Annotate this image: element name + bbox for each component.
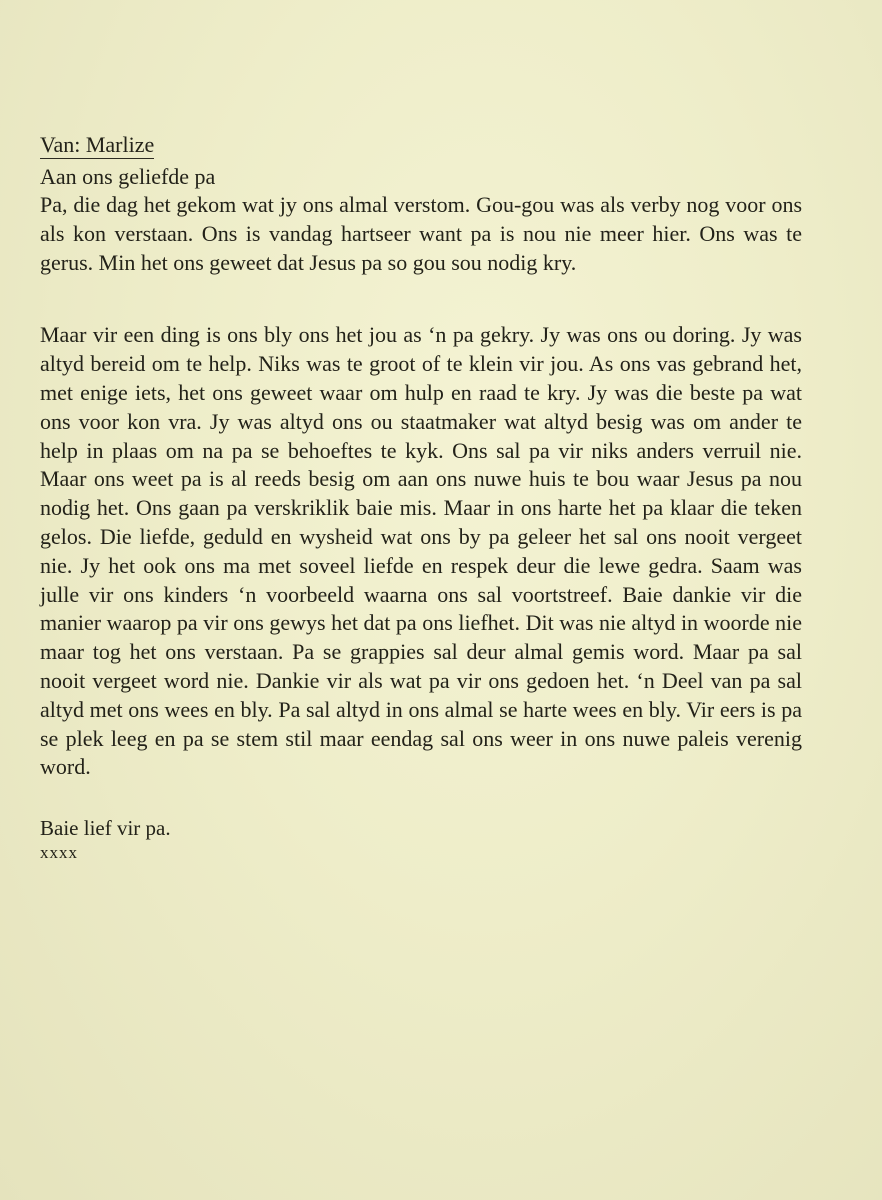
letter-from: Van: Marlize [40, 132, 155, 157]
letter-signoff: Baie lief vir pa. [40, 816, 171, 841]
letter-paragraph-1: Pa, die dag het gekom wat jy ons almal verstom. Gou-gou was als verby nog voor ons als kon verstaan. Ons is vandag hartseer want pa is nou nie meer hier. Ons was te gerus. Min het ons geweet dat Jesus pa so gou sou nodig kry. [40, 192, 802, 275]
letter-kisses: xxxx [40, 843, 78, 863]
paragraph-gap [40, 782, 812, 814]
paragraph-gap [40, 277, 812, 321]
letter-paragraph-2: Maar vir een ding is ons bly ons het jou as ‘n pa gekry. Jy was ons ou doring. Jy was altyd bereid om te help. Niks was te groot of te klein vir jou. As ons vas gebrand het, met enige iets, het ons geweet waar om hulp en raad te kry. Jy was die beste pa wat ons voor kon vra. Jy was altyd ons ou staatmaker wat altyd besig was om ander te help in plaas om na pa se behoeftes te kyk. Ons sal pa vir niks anders verruil nie. Maar ons weet pa is al reeds besig om aan ons nuwe huis te bou waar Jesus pa nou nodig het. Ons gaan pa verskriklik baie mis. Maar in ons harte het pa klaar die teken gelos. Die liefde, geduld en wysheid wat ons by pa geleer het sal ons nooit vergeet nie. Jy het ook ons ma met soveel liefde en respek deur die lewe gedra. Saam was julle vir ons kinders ‘n voorbeeld waarna ons sal voortstreef. Baie dankie vir die manier waarop pa vir ons gewys het dat pa ons liefhet. Dit was nie altyd in woorde nie maar tog het ons verstaan. Pa se grappies sal deur almal gemis word. Maar pa sal nooit vergeet word nie. Dankie vir als wat pa vir ons gedoen het. ‘n Deel van pa sal altyd met ons wees en bly. Pa sal altyd in ons almal se harte wees en bly. Vir eers is pa se plek leeg en pa se stem stil maar eendag sal ons weer in ons nuwe paleis verenig word. [40, 322, 802, 780]
letter-greeting: Aan ons geliefde pa [40, 164, 216, 189]
